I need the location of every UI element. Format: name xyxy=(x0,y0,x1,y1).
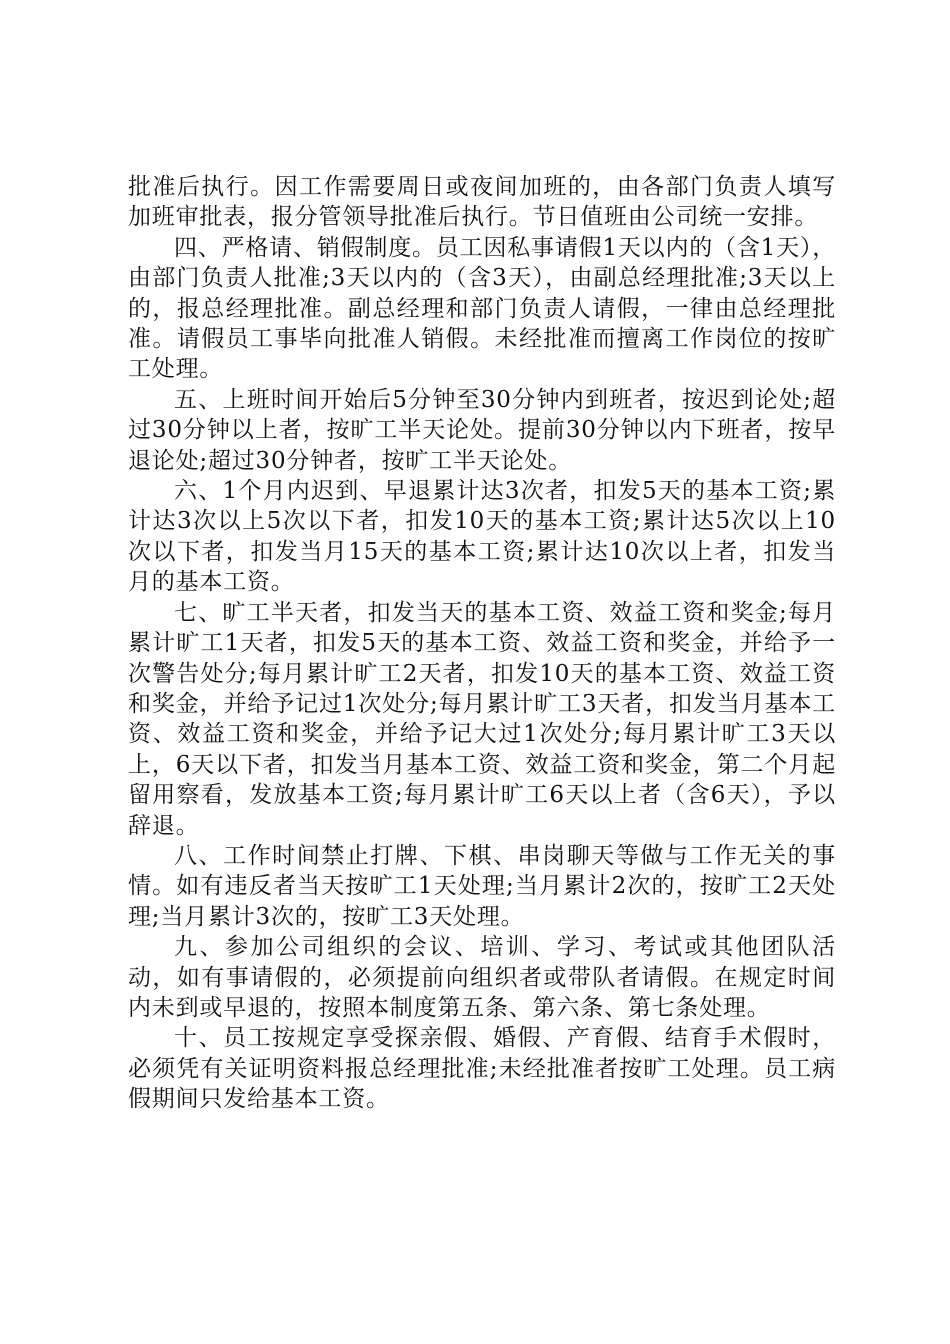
paragraph-item-8: 八、工作时间禁止打牌、下棋、串岗聊天等做与工作无关的事情。如有违反者当天按旷工1天处理;当月累计2次的，按旷工2天处理;当月累计3次的，按旷工3天处理。 xyxy=(128,842,836,930)
paragraph-item-9: 九、参加公司组织的会议、培训、学习、考试或其他团队活动，如有事请假的，必须提前向组织者或带队者请假。在规定时间内未到或早退的，按照本制度第五条、第六条、第七条处理。 xyxy=(128,934,836,1021)
paragraph-item-5: 五、上班时间开始后5分钟至30分钟内到班者，按迟到论处;超过30分钟以上者，按旷工半天论处。提前30分钟以内下班者，按早退论处;超过30分钟者，按旷工半天论处。 xyxy=(128,386,836,474)
paragraph-item-7: 七、旷工半天者，扣发当天的基本工资、效益工资和奖金;每月累计旷工1天者，扣发5天的基本工资、效益工资和奖金，并给予一次警告处分;每月累计旷工2天者，扣发10天的基本工资、效益工资和奖金，并给予记过1次处分;每月累计旷工3天者，扣发当月基本工资、效益工资和奖金，并给予记大过1次处分;每月累计旷工3天以上，6天以下者，扣发当月基本工资、效益工资和奖金，第二个月起留用察看，发放基本工资;每月累计旷工6天以上者（含6天），予以辞退。 xyxy=(128,599,836,839)
paragraph-item-4: 四、严格请、销假制度。员工因私事请假1天以内的（含1天），由部门负责人批准;3天以内的（含3天），由副总经理批准;3天以上的，报总经理批准。副总经理和部门负责人请假，一律由总经理批准。请假员工事毕向批准人销假。未经批准而擅离工作岗位的按旷工处理。 xyxy=(128,234,836,383)
paragraph-item-10: 十、员工按规定享受探亲假、婚假、产育假、结育手术假时，必须凭有关证明资料报总经理批准;未经批准者按旷工处理。员工病假期间只发给基本工资。 xyxy=(128,1025,836,1113)
paragraph-continuation: 批准后执行。因工作需要周日或夜间加班的，由各部门负责人填写加班审批表，报分管领导批准后执行。节日值班由公司统一安排。 xyxy=(128,174,836,231)
document-page xyxy=(128,172,836,1115)
paragraph-item-6: 六、1个月内迟到、早退累计达3次者，扣发5天的基本工资;累计达3次以上5次以下者，扣发10天的基本工资;累计达5次以上10次以下者，扣发当月15天的基本工资;累计达10次以上者，扣发当月的基本工资。 xyxy=(128,478,836,596)
